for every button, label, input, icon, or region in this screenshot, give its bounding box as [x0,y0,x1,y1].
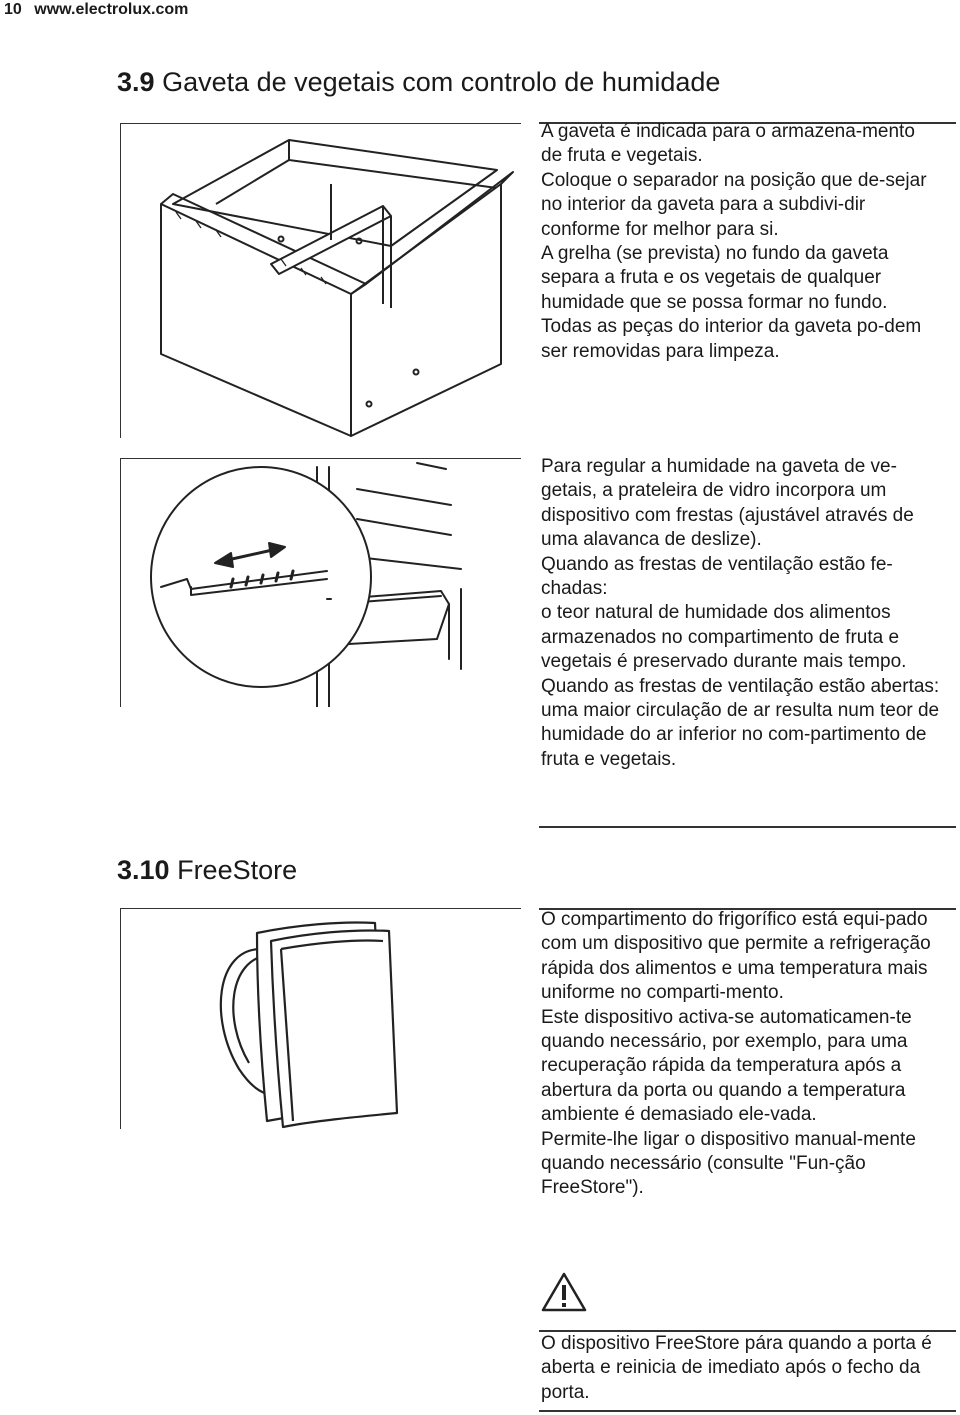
divider-line [539,826,956,828]
section-number: 3.10 [117,855,170,885]
paragraph: Para regular a humidade na gaveta de ve-getais, a prateleira de vidro incorpora um dispositivo com frestas (ajustável através de uma alavanca de deslize). [541,456,914,551]
humidity-description [541,455,941,772]
site-url[interactable]: www.electrolux.com [34,1,189,18]
paragraph: Permite-lhe ligar o dispositivo manual-mente quando necessário (consulte "Fun-ção FreeStore"). [541,1128,916,1199]
paragraph: Quando as frestas de ventilação estão abertas: [541,675,940,697]
divider-line [539,1410,956,1412]
drawer-description [541,120,941,364]
section-title-text: FreeStore [177,855,298,885]
freestore-warning [541,1332,941,1405]
warning-text: O dispositivo FreeStore pára quando a porta é aberta e reinicia de imediato após o fecho da porta. [541,1333,932,1403]
paragraph: A gaveta é indicada para o armazena-mento de fruta e vegetais. [541,121,915,167]
paragraph: Coloque o separador na posição que de-sejar no interior da gaveta para a subdivi-dir conforme for melhor para si. [541,169,927,240]
section-title-freestore [117,854,297,886]
paragraph: A grelha (se prevista) no fundo da gaveta separa a fruta e os vegetais de qualquer humidade que se possa formar no fundo. [541,243,889,313]
paragraph: Quando as frestas de ventilação estão fe-chadas: [541,553,893,600]
section-title-vegetable-drawer [117,66,720,98]
paragraph: Todas as peças do interior da gaveta po-dem ser removidas para limpeza. [541,316,922,362]
page-number: 10 [4,1,22,18]
section-number: 3.9 [117,67,155,97]
section-title-text: Gaveta de vegetais com controlo de humidade [162,67,721,97]
warning-triangle-icon [541,1271,587,1318]
paragraph: o teor natural de humidade dos alimentos armazenados no compartimento de fruta e vegetais é preservado durante mais tempo. [541,602,907,673]
freestore-figure [120,908,521,1129]
paragraph: Este dispositivo activa-se automaticamen-te quando necessário, por exemplo, para uma recuperação rápida da temperatura após a abertura da porta ou quando a temperatura ambiente é demasiado ele-vada. [541,1006,912,1126]
drawer-figure [120,123,521,438]
page-header [4,0,188,20]
freestore-description [541,908,941,1201]
paragraph: O compartimento do frigorífico está equi-pado com um dispositivo que permite a refrigeração rápida dos alimentos e uma temperatura mais uniforme no comparti-mento. [541,909,931,1004]
paragraph: uma maior circulação de ar resulta num teor de humidade do ar inferior no com-partimento de fruta e vegetais. [541,700,940,770]
humidity-slider-figure [120,458,521,707]
